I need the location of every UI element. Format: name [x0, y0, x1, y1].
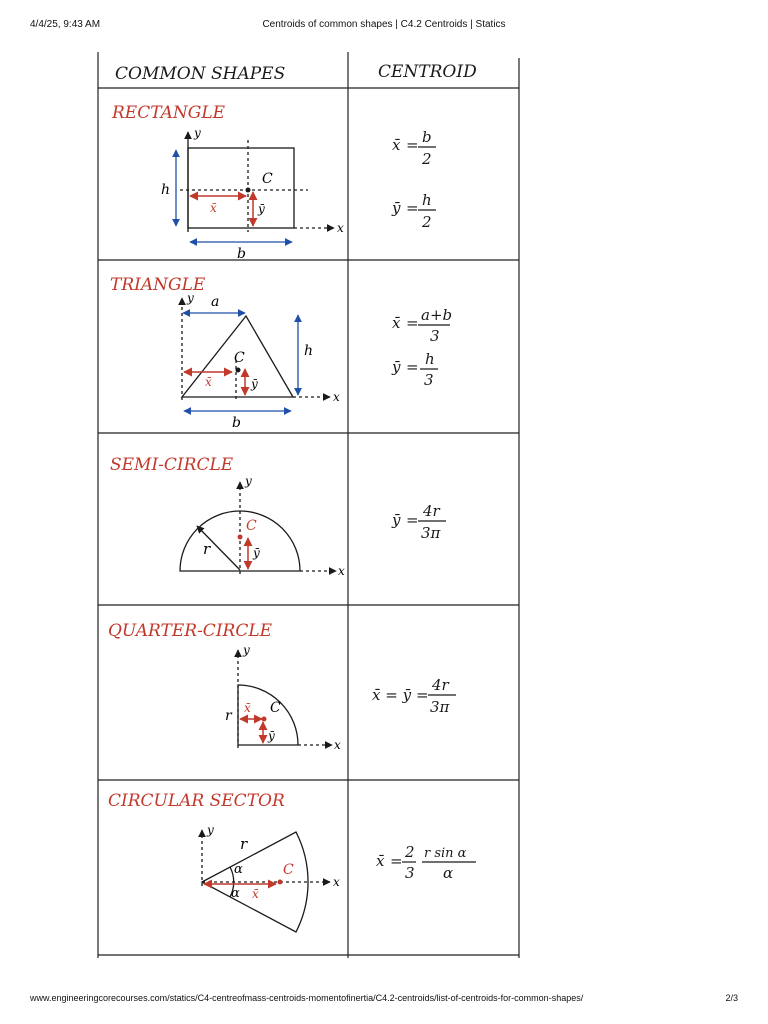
semicircle-diagram [180, 482, 336, 574]
sector-label-r: r [240, 835, 248, 853]
triangle-label-b: b [232, 415, 241, 431]
column-header-shapes: COMMON SHAPES [115, 64, 286, 84]
semi-ybar-num: 4r [423, 502, 440, 520]
quartercircle-label-xbar: x̄ [244, 701, 251, 715]
triangle-label-xbar: x̄ [205, 375, 212, 389]
column-header-centroid: CENTROID [378, 62, 477, 82]
sector-formula [376, 843, 476, 882]
tri-ybar-den: 3 [424, 371, 434, 389]
triangle-row [110, 275, 340, 431]
equals-sign: = [390, 852, 403, 870]
rect-ybar-lhs: ȳ [392, 199, 401, 217]
sector-label-c: C [283, 862, 294, 878]
rectangle-label-ybar: ȳ [258, 202, 265, 216]
rectangle-label-x: x [337, 221, 344, 235]
shape-name-triangle: TRIANGLE [110, 275, 206, 295]
semicircle-centroid-point [238, 535, 243, 540]
semicircle-label-c: C [246, 518, 257, 534]
quartercircle-centroid-point [262, 717, 267, 722]
sector-row [108, 791, 340, 932]
sector-label-y: y [207, 823, 214, 837]
tri-xbar-lhs: x̄ [392, 314, 401, 332]
rectangle-label-xbar: x̄ [210, 201, 217, 215]
rect-ybar-num: h [422, 191, 432, 209]
semicircle-row [110, 455, 345, 578]
semicircle-label-x: x [338, 564, 345, 578]
tri-ybar-lhs: ȳ [392, 358, 401, 376]
triangle-label-a: a [211, 294, 220, 310]
quarter-den: 3π [430, 698, 450, 716]
triangle-formula [391, 306, 452, 389]
equals-sign: = [406, 199, 419, 217]
rectangle-label-c: C [262, 171, 273, 187]
quarter-num: 4r [432, 676, 449, 694]
equals-sign: = [406, 136, 419, 154]
sector-label-xbar: x̄ [252, 887, 259, 901]
sector-diagram [202, 830, 330, 932]
sector-den: α [443, 864, 454, 882]
tri-xbar-num: a+b [421, 306, 453, 324]
print-date: 4/4/25, 9:43 AM [30, 19, 101, 30]
quarter-lhs: x̄ = ȳ [372, 686, 412, 704]
rect-ybar-den: 2 [422, 213, 432, 231]
sector-lhs: x̄ [376, 852, 385, 870]
triangle-centroid-point [236, 368, 241, 373]
quartercircle-label-r: r [225, 708, 232, 724]
rect-xbar-num: b [422, 128, 432, 146]
triangle-label-x: x [333, 390, 340, 404]
tri-ybar-num: h [425, 350, 435, 368]
sector-label-x: x [333, 875, 340, 889]
rectangle-label-b: b [237, 246, 246, 262]
rectangle-centroid-point [246, 188, 251, 193]
semi-ybar-lhs: ȳ [392, 511, 401, 529]
semicircle-label-ybar: ȳ [253, 546, 260, 560]
semicircle-formula [391, 502, 446, 542]
rect-xbar-den: 2 [422, 150, 432, 168]
print-page-title: Centroids of common shapes | C4.2 Centroids | Statics [262, 19, 506, 30]
sector-label-alpha-bottom: α [231, 886, 240, 901]
quartercircle-label-c: C [270, 700, 281, 716]
shape-name-rectangle: RECTANGLE [112, 103, 226, 123]
triangle-label-c: C [234, 350, 245, 366]
footer-url[interactable]: www.engineeringcorecourses.com/statics/C4-centreofmass-centroids-momentofinertia/C4.2-centroids/list-of-centroids-for-common-shapes/ [30, 993, 584, 1003]
semicircle-label-r: r [203, 540, 211, 558]
semicircle-label-y: y [245, 474, 252, 488]
quartercircle-label-ybar: ȳ [268, 729, 275, 743]
rect-xbar-lhs: x̄ [392, 136, 401, 154]
sector-pre-den: 3 [405, 864, 415, 882]
rectangle-label-h: h [161, 182, 171, 198]
sector-pre-num: 2 [405, 843, 415, 861]
equals-sign: = [416, 686, 429, 704]
quartercircle-label-y: y [243, 643, 250, 657]
shape-name-sector: CIRCULAR SECTOR [108, 791, 285, 811]
quartercircle-label-x: x [334, 738, 341, 752]
rectangle-row [111, 103, 344, 262]
tri-xbar-den: 3 [430, 327, 440, 345]
quartercircle-row [108, 621, 341, 752]
rectangle-label-y: y [194, 126, 201, 140]
page-number: 2/3 [725, 993, 738, 1003]
quartercircle-formula [372, 676, 456, 716]
equals-sign: = [406, 358, 419, 376]
shape-name-quartercircle: QUARTER-CIRCLE [108, 621, 273, 641]
sector-centroid-point [278, 880, 283, 885]
sector-label-alpha-top: α [234, 862, 243, 877]
equals-sign: = [406, 511, 419, 529]
quartercircle-diagram [238, 650, 332, 748]
rectangle-formula [391, 128, 436, 231]
shape-name-semicircle: SEMI-CIRCLE [110, 455, 234, 475]
triangle-label-y: y [187, 291, 194, 305]
rectangle-diagram [180, 132, 334, 232]
triangle-label-h: h [304, 343, 314, 359]
triangle-label-ybar: ȳ [251, 377, 258, 391]
semi-ybar-den: 3π [421, 524, 441, 542]
sector-num: r sin α [424, 846, 467, 861]
equals-sign: = [406, 314, 419, 332]
